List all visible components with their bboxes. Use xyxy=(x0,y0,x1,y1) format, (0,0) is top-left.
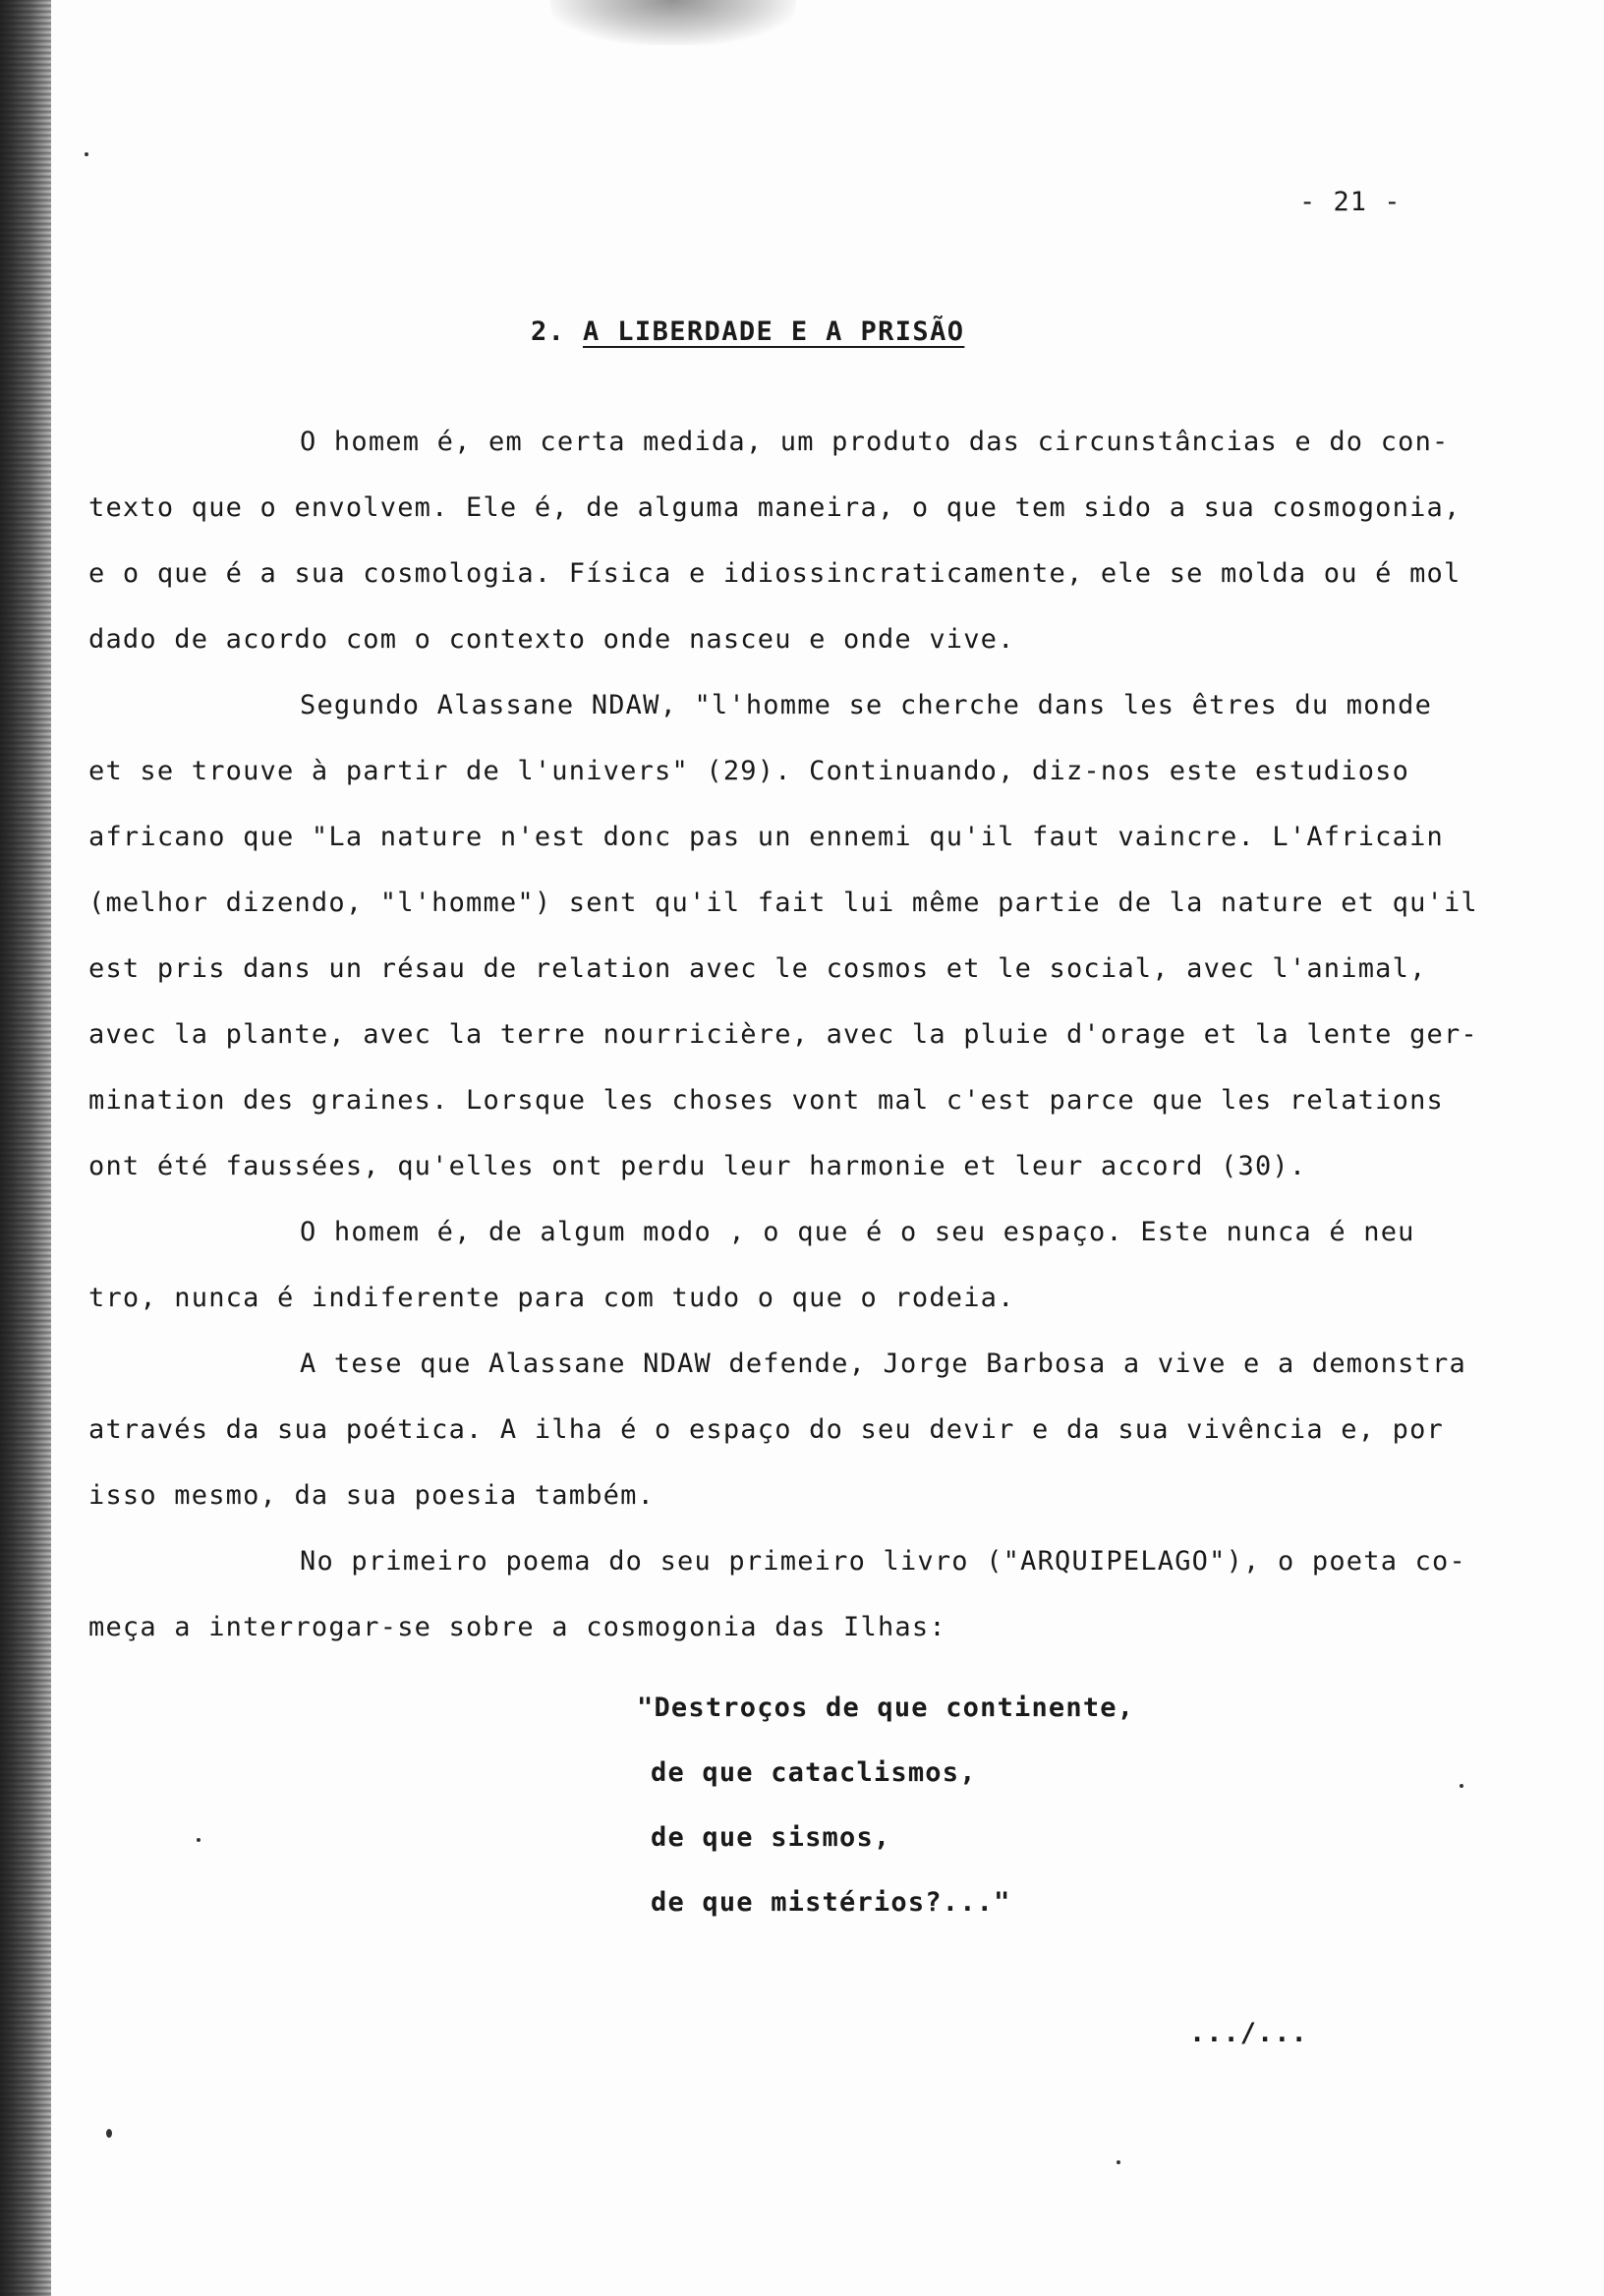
body-line: tro, nunca é indiferente para com tudo o que o rodeia. xyxy=(88,1283,1015,1313)
body-line: isso mesmo, da sua poesia também. xyxy=(88,1480,656,1511)
body-line: et se trouve à partir de l'univers" (29). Continuando, diz-nos este estudioso xyxy=(88,756,1410,786)
verse-line: de que mistérios?..." xyxy=(651,1887,1011,1918)
body-line: meça a interrogar-se sobre a cosmogonia das Ilhas: xyxy=(88,1612,946,1642)
body-line: texto que o envolvem. Ele é, de alguma maneira, o que tem sido a sua cosmogonia, xyxy=(88,492,1461,523)
section-heading xyxy=(531,316,964,347)
body-line: est pris dans un résau de relation avec le cosmos et le social, avec l'animal, xyxy=(88,953,1427,984)
verse-line: de que cataclismos, xyxy=(651,1757,977,1788)
body-line: através da sua poética. A ilha é o espaço do seu devir e da sua vivência e, por xyxy=(88,1414,1444,1445)
body-line: No primeiro poema do seu primeiro livro ("ARQUIPELAGO"), o poeta co- xyxy=(300,1546,1466,1577)
body-line: avec la plante, avec la terre nourricière, avec la pluie d'orage et la lente ger- xyxy=(88,1019,1478,1050)
scan-speck xyxy=(85,152,88,156)
scan-speck xyxy=(1117,2160,1120,2164)
scan-speck xyxy=(1460,1784,1463,1788)
continuation-mark: .../... xyxy=(1189,2018,1308,2048)
body-line: A tese que Alassane NDAW defende, Jorge Barbosa a vive e a demonstra xyxy=(300,1349,1466,1379)
body-line: e o que é a sua cosmologia. Física e idiossincraticamente, ele se molda ou é mol xyxy=(88,558,1461,589)
body-line: O homem é, de algum modo , o que é o seu espaço. Este nunca é neu xyxy=(300,1217,1415,1247)
section-title: A LIBERDADE E A PRISÃO xyxy=(582,316,965,347)
body-line: africano que "La nature n'est donc pas un ennemi qu'il faut vaincre. L'Africain xyxy=(88,822,1444,852)
body-line: Segundo Alassane NDAW, "l'homme se cherche dans les êtres du monde xyxy=(300,690,1433,720)
scan-smudge xyxy=(550,0,796,45)
body-line: dado de acordo com o contexto onde nasceu e onde vive. xyxy=(88,624,1015,655)
page-number: - 21 - xyxy=(1299,187,1402,217)
body-line: mination des graines. Lorsque les choses vont mal c'est parce que les relations xyxy=(88,1085,1444,1116)
body-line: (melhor dizendo, "l'homme") sent qu'il fait lui même partie de la nature et qu'il xyxy=(88,888,1478,918)
scan-speck xyxy=(197,1838,200,1842)
verse-line: "Destroços de que continente, xyxy=(637,1693,1135,1723)
body-line: O homem é, em certa medida, um produto das circunstâncias e do con- xyxy=(300,427,1450,457)
section-number: 2. xyxy=(531,316,566,347)
verse-line: de que sismos, xyxy=(651,1822,891,1853)
body-line: ont été faussées, qu'elles ont perdu leur harmonie et leur accord (30). xyxy=(88,1151,1307,1181)
binding-shadow xyxy=(0,0,51,2296)
scan-speck xyxy=(106,2129,112,2138)
